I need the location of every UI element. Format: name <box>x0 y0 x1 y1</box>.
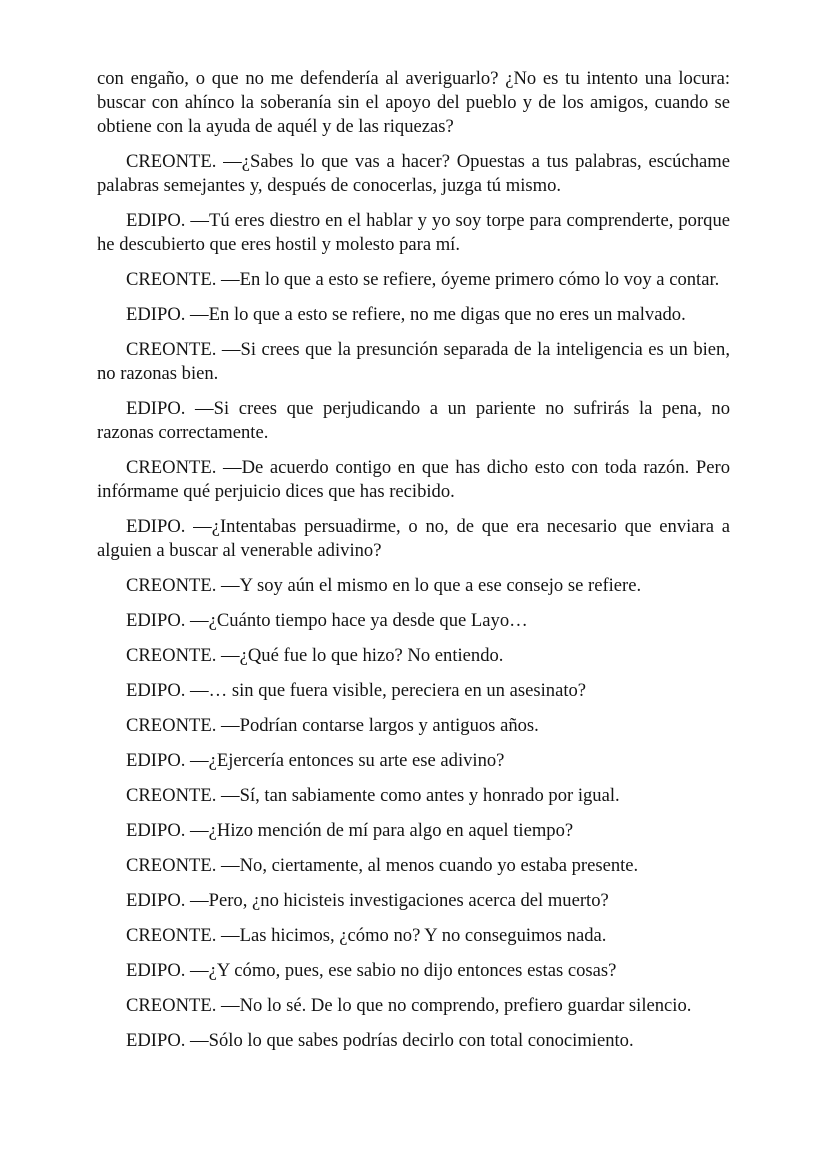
dialogue-line-creonte: CREONTE. —Y soy aún el mismo en lo que a ese consejo se refiere. <box>126 575 642 596</box>
dialogue-line-edipo: EDIPO. —Si crees que perjudicando a un pariente no sufrirás la pena, no razonas correctamente. <box>97 398 730 443</box>
dialogue-line-edipo: EDIPO. —… sin que fuera visible, pereciera en un asesinato? <box>126 680 587 701</box>
dialogue-line-creonte: CREONTE. —Si crees que la presunción separada de la inteligencia es un bien, no razonas bien. <box>97 339 730 384</box>
document-page <box>97 67 730 1064</box>
dialogue-line-creonte: CREONTE. —Podrían contarse largos y antiguos años. <box>126 715 539 736</box>
dialogue-line-creonte: CREONTE. —No lo sé. De lo que no comprendo, prefiero guardar silencio. <box>126 995 692 1016</box>
dialogue-line-creonte: CREONTE. —En lo que a esto se refiere, óyeme primero cómo lo voy a contar. <box>126 269 720 290</box>
dialogue-line-edipo: EDIPO. —¿Y cómo, pues, ese sabio no dijo entonces estas cosas? <box>126 960 617 981</box>
dialogue-line-edipo: EDIPO. —¿Hizo mención de mí para algo en aquel tiempo? <box>126 820 574 841</box>
dialogue-line-edipo: EDIPO. —¿Cuánto tiempo hace ya desde que Layo… <box>126 610 528 631</box>
dialogue-line-creonte: CREONTE. —Las hicimos, ¿cómo no? Y no conseguimos nada. <box>126 925 607 946</box>
dialogue-line-creonte: CREONTE. —¿Sabes lo que vas a hacer? Opuestas a tus palabras, escúchame palabras semejantes y, después de conocerlas, juzga tú mismo. <box>97 151 730 196</box>
dialogue-line-edipo: EDIPO. —¿Ejercería entonces su arte ese adivino? <box>126 750 505 771</box>
dialogue-line-edipo: EDIPO. —Pero, ¿no hicisteis investigaciones acerca del muerto? <box>126 890 609 911</box>
continuation-paragraph: con engaño, o que no me defendería al averiguarlo? ¿No es tu intento una locura: buscar con ahínco la soberanía sin el apoyo del pueblo y de los amigos, cuando se obtiene con la ayuda de aquél y de las riquezas? <box>97 68 730 137</box>
dialogue-line-creonte: CREONTE. —No, ciertamente, al menos cuando yo estaba presente. <box>126 855 639 876</box>
dialogue-line-edipo: EDIPO. —¿Intentabas persuadirme, o no, de que era necesario que enviara a alguien a buscar al venerable adivino? <box>97 516 730 561</box>
dialogue-line-edipo: EDIPO. —En lo que a esto se refiere, no me digas que no eres un malvado. <box>126 304 686 325</box>
dialogue-line-edipo: EDIPO. —Sólo lo que sabes podrías decirlo con total conocimiento. <box>126 1030 634 1051</box>
dialogue-line-edipo: EDIPO. —Tú eres diestro en el hablar y yo soy torpe para comprenderte, porque he descubierto que eres hostil y molesto para mí. <box>97 210 730 255</box>
dialogue-line-creonte: CREONTE. —De acuerdo contigo en que has dicho esto con toda razón. Pero infórmame qué perjuicio dices que has recibido. <box>97 457 730 502</box>
dialogue-line-creonte: CREONTE. —Sí, tan sabiamente como antes y honrado por igual. <box>126 785 620 806</box>
dialogue-line-creonte: CREONTE. —¿Qué fue lo que hizo? No entiendo. <box>126 645 504 666</box>
